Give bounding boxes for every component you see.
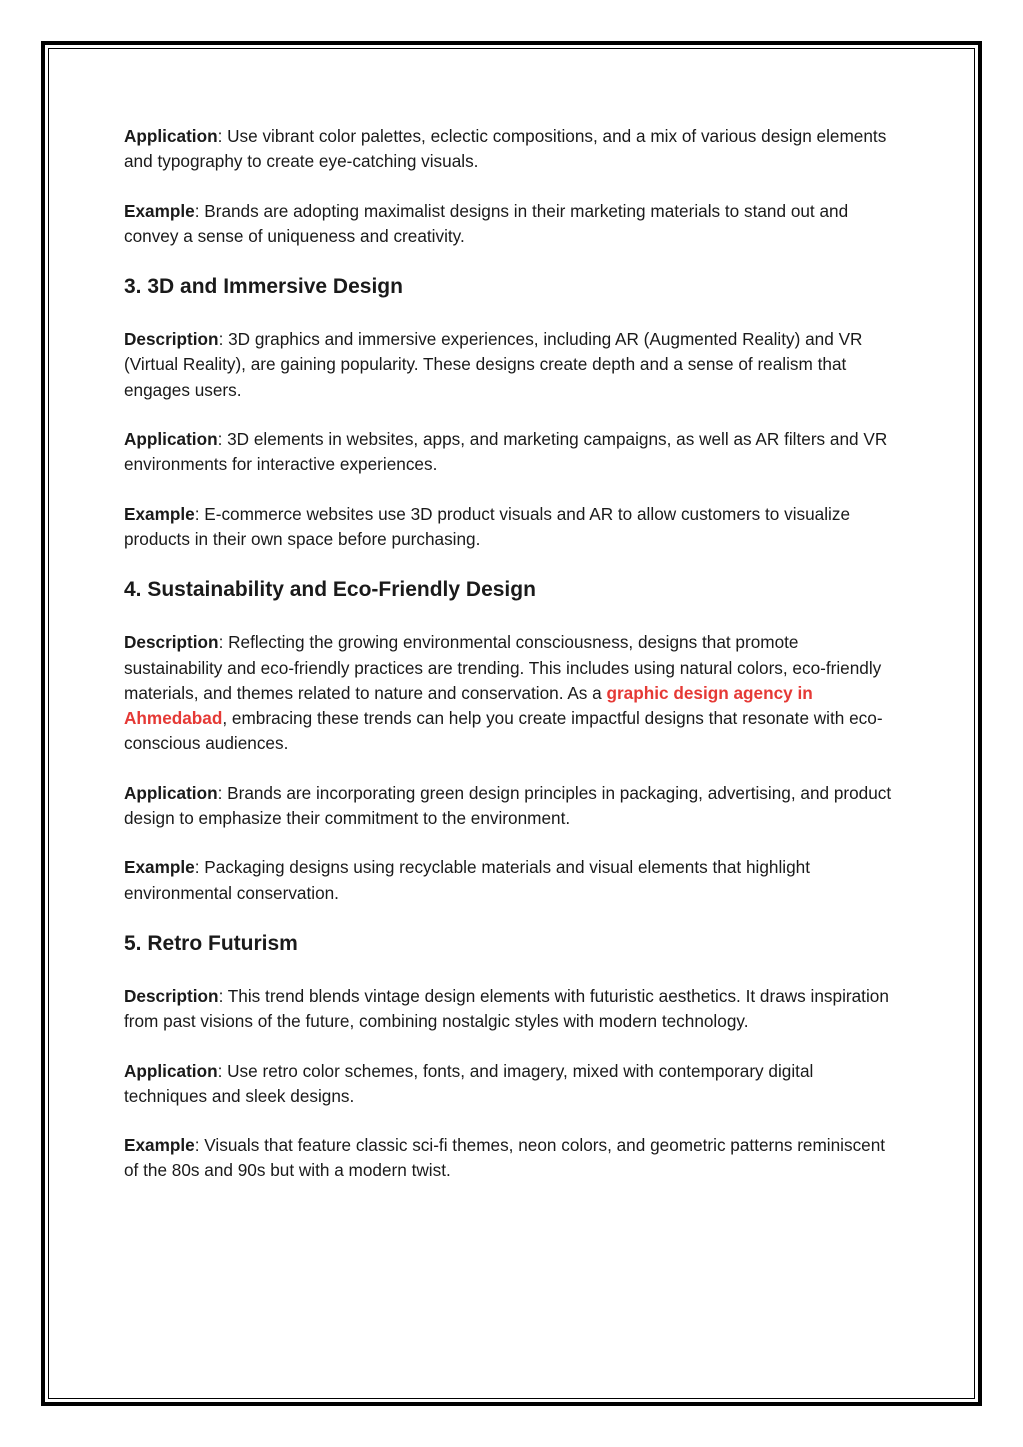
intro-example-paragraph bbox=[124, 199, 894, 250]
example-label: Example bbox=[124, 1135, 195, 1156]
section5-example-paragraph bbox=[124, 1133, 894, 1184]
application-text: : 3D elements in websites, apps, and marketing campaigns, as well as AR filters and VR environments for interactive experiences. bbox=[124, 429, 888, 475]
example-label: Example bbox=[124, 200, 195, 221]
example-text: : Visuals that feature classic sci-fi themes, neon colors, and geometric patterns reminiscent of the 80s and 90s but with a modern twist. bbox=[124, 1135, 886, 1181]
example-label: Example bbox=[124, 503, 195, 524]
example-text: : E-commerce websites use 3D product visuals and AR to allow customers to visualize products in their own space before purchasing. bbox=[124, 503, 851, 549]
section-heading-3d-immersive: 3. 3D and Immersive Design bbox=[124, 275, 403, 299]
application-text: : Brands are incorporating green design principles in packaging, advertising, and product design to emphasize their commitment to the environment. bbox=[124, 782, 892, 829]
example-text: : Brands are adopting maximalist designs in their marketing materials to stand out and convey a sense of uniqueness and creativity. bbox=[124, 200, 849, 246]
document-body bbox=[124, 124, 894, 1184]
section4-application-paragraph bbox=[124, 781, 894, 832]
example-label: Example bbox=[124, 857, 195, 878]
description-label: Description bbox=[124, 329, 219, 350]
description-text: : This trend blends vintage design elements with futuristic aesthetics. It draws inspiration from past visions of the future, combining nostalgic styles with modern technology. bbox=[124, 985, 889, 1032]
section5-description-paragraph bbox=[124, 984, 894, 1035]
description-text-after: , embracing these trends can help you create impactful designs that resonate with eco-conscious audiences. bbox=[124, 708, 883, 754]
section3-application-paragraph bbox=[124, 427, 894, 478]
description-label: Description bbox=[124, 985, 219, 1006]
application-label: Application bbox=[124, 429, 218, 450]
section-heading-sustainability: 4. Sustainability and Eco-Friendly Design bbox=[124, 578, 536, 602]
application-label: Application bbox=[124, 1060, 218, 1081]
description-text: : 3D graphics and immersive experiences, including AR (Augmented Reality) and VR (Virtual Reality), are gaining popularity. These designs create depth and a sense of realism that engages users. bbox=[124, 329, 863, 400]
application-label: Application bbox=[124, 126, 218, 146]
graphic-design-agency-link[interactable]: graphic design agency in Ahmedabad bbox=[124, 682, 813, 729]
section-heading-retro-futurism: 5. Retro Futurism bbox=[124, 931, 298, 955]
description-text-before: : Reflecting the growing environmental consciousness, designs that promote sustainability and eco-friendly practices are trending. This includes using natural colors, eco-friendly materials, and themes related to nature and conservation. As a bbox=[124, 632, 882, 703]
application-label: Application bbox=[124, 782, 218, 803]
application-text: : Use vibrant color palettes, eclectic compositions, and a mix of various design elements and typography to create eye-catching visuals. bbox=[124, 126, 887, 172]
section3-example-paragraph bbox=[124, 502, 894, 553]
section4-description-paragraph bbox=[124, 630, 894, 756]
description-label: Description bbox=[124, 632, 219, 653]
section3-description-paragraph bbox=[124, 327, 894, 403]
example-text: : Packaging designs using recyclable materials and visual elements that highlight environmental conservation. bbox=[124, 857, 810, 903]
intro-application-paragraph bbox=[124, 124, 894, 175]
section5-application-paragraph bbox=[124, 1059, 894, 1110]
section4-example-paragraph bbox=[124, 855, 894, 906]
application-text: : Use retro color schemes, fonts, and imagery, mixed with contemporary digital techniques and sleek designs. bbox=[124, 1060, 814, 1106]
